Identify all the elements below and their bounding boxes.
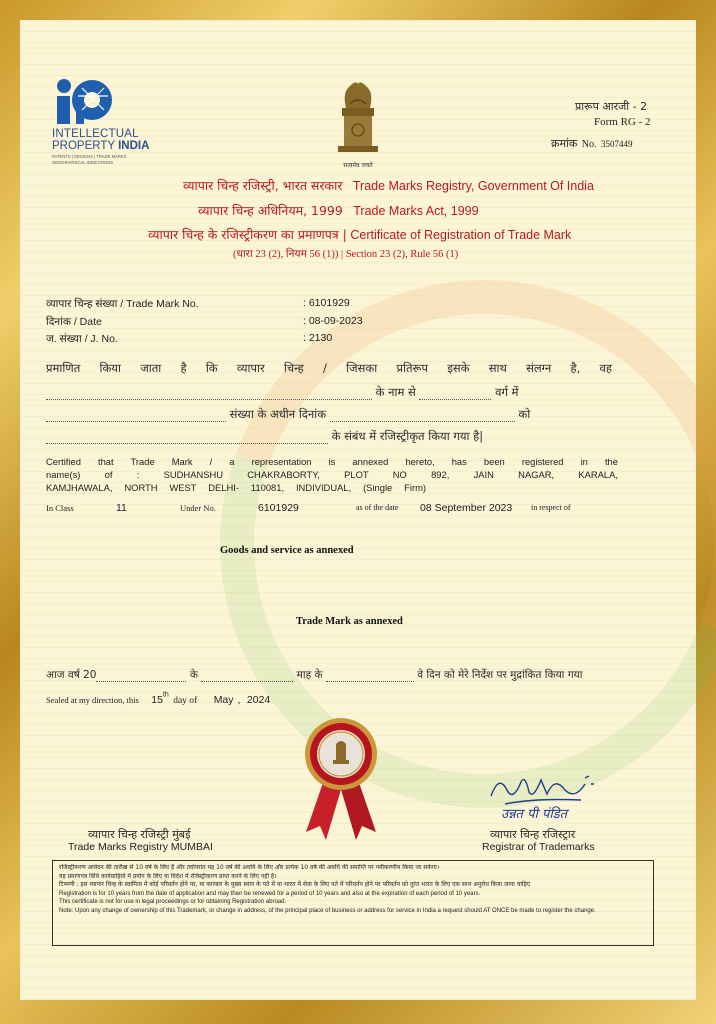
hindi-cert-l2b: वर्ग में bbox=[495, 385, 519, 399]
header-line3 bbox=[148, 226, 571, 243]
national-emblem bbox=[328, 78, 388, 168]
as-of-date-value: 08 September 2023 bbox=[420, 502, 513, 514]
note-line: This certificate is not for use in legal proceedings or for obtaining Registration abroad. bbox=[59, 899, 287, 906]
header-line3-hi: व्यापार चिन्ह के रजिस्ट्रीकरण का प्रमाणपत्र | bbox=[148, 227, 347, 242]
form-en: Form RG - 2 bbox=[594, 116, 651, 128]
header-line1-en: Trade Marks Registry, Government Of India bbox=[352, 179, 594, 193]
signature bbox=[485, 770, 603, 826]
header-line2-en: Trade Marks Act, 1999 bbox=[353, 204, 479, 218]
official-seal bbox=[296, 714, 386, 844]
ip-logo-icon bbox=[52, 76, 114, 126]
trade-mark-annexed: Trade Mark as annexed bbox=[296, 616, 403, 627]
hindi-cert-line4 bbox=[46, 429, 612, 444]
j-value: : 2130 bbox=[303, 332, 333, 344]
red-seal-icon bbox=[296, 714, 386, 844]
hindi-cert-l2a: के नाम से bbox=[375, 385, 416, 399]
header-line2-hi: व्यापार चिन्ह अधिनियम, 1999 bbox=[198, 203, 343, 218]
serial-number bbox=[551, 134, 632, 152]
date-label: दिनांक / Date bbox=[46, 316, 102, 328]
header-line4: (धारा 23 (2), नियम 56 (1)) | Section 23 (2), Rule 56 (1) bbox=[233, 249, 459, 260]
header-line1-hi: व्यापार चिन्ह रजिस्ट्री, भारत सरकार bbox=[183, 178, 343, 193]
registry-left-en: Trade Marks Registry MUMBAI bbox=[68, 841, 213, 853]
note-line: रजिस्ट्रीकरण आवेदन की तारीख से 10 वर्ष के लिए है और तदोपरांत यह 10 वर्ष की अवधि के लिए और प्रत्येक 10 वर्ष की अवधि की समाप्ति पर नवीकरणीय किया जा सकेगा। bbox=[59, 864, 440, 871]
registry-right-hi: व्यापार चिन्ह रजिस्ट्रार bbox=[490, 828, 576, 841]
sealed-hi-line bbox=[46, 668, 582, 682]
logo-line1: INTELLECTUAL bbox=[52, 128, 139, 140]
goods-and-service: Goods and service as annexed bbox=[220, 545, 354, 556]
serial-en: No. bbox=[581, 139, 597, 150]
in-respect-of: in respect of bbox=[531, 503, 571, 512]
sealed-month: May bbox=[213, 694, 234, 706]
signature-name: उन्नत पी पंडित bbox=[501, 807, 568, 822]
form-hi: प्रारूप आरजी - 2 bbox=[575, 100, 648, 113]
as-of-date-label: as of the date bbox=[356, 503, 399, 512]
under-no-value: 6101929 bbox=[258, 502, 299, 514]
header-line2 bbox=[198, 202, 479, 219]
logo-line3: PATENTS | DESIGNS | TRADE MARKS bbox=[52, 154, 127, 159]
header-line3-en: Certificate of Registration of Trade Mark bbox=[350, 228, 572, 242]
date-value: : 08-09-2023 bbox=[303, 315, 363, 327]
note-line: यह प्रमाणपत्र विधि कार्यवाहियों में प्रयोग के लिए या विदेश में रजिस्ट्रीकरण प्राप्त करने के लिए नहीं है। bbox=[59, 872, 277, 880]
emblem-motto: सत्यमेव जयते bbox=[343, 162, 373, 169]
english-cert-line3: KAMJHAWALA, NORTH WEST DELHI- 110081, INDIVIDUAL, (Single Firm) bbox=[46, 482, 426, 493]
sealed-en-line bbox=[46, 690, 270, 708]
sealed-en-a: Sealed at my direction, this bbox=[46, 695, 139, 705]
sealed-comma: , bbox=[237, 694, 241, 706]
logo-line2b: INDIA bbox=[118, 140, 150, 152]
sealed-year: 2024 bbox=[246, 694, 271, 706]
registry-right-en: Registrar of Trademarks bbox=[482, 841, 595, 853]
sealed-day-suffix: th bbox=[162, 691, 169, 699]
serial-label: क्रमांक bbox=[551, 137, 578, 150]
hindi-cert-l3b: को bbox=[518, 407, 531, 421]
sealed-hi-b: के bbox=[189, 669, 198, 681]
in-class-label: In Class bbox=[46, 503, 74, 513]
j-label: ज. संख्या / J. No. bbox=[46, 333, 118, 345]
logo-line4: GEOGRAPHICAL INDICATIONS bbox=[52, 160, 114, 165]
logo-line2a: PROPERTY bbox=[52, 140, 115, 152]
english-cert-line2: name(s) of : SUDHANSHU CHAKRABORTY, PLOT NO 892, JAIN NAGAR, KARALA, bbox=[46, 469, 618, 480]
sealed-en-b: day of bbox=[173, 696, 198, 706]
ashoka-emblem-icon bbox=[328, 78, 388, 156]
hindi-cert-line3 bbox=[46, 407, 612, 422]
note-line: Note: Upon any change of ownership of this Trademark, or change in address, of the principal place of business or address for service in India a request should AT ONCE be made to register the change. bbox=[59, 907, 596, 914]
sealed-day: 15 bbox=[151, 694, 163, 706]
sealed-hi-d: वे दिन को मेरे निर्देश पर मुद्रांकित किया गया bbox=[417, 669, 583, 681]
class-number: 11 bbox=[116, 502, 127, 514]
hindi-cert-line1: प्रमाणित किया जाता है कि व्यापार चिन्ह / जिसका प्रतिरूप इसके साथ संलग्न है, वह bbox=[46, 361, 612, 375]
under-no-label: Under No. bbox=[180, 503, 216, 513]
hindi-cert-l4: के संबंध में रजिस्ट्रीकृत किया गया है| bbox=[331, 429, 484, 443]
tm-value: : 6101929 bbox=[303, 297, 350, 309]
logo-line2 bbox=[52, 140, 149, 152]
header-line1 bbox=[183, 177, 594, 194]
registry-left-hi: व्यापार चिन्ह रजिस्ट्री मुंबई bbox=[88, 828, 191, 841]
sealed-hi-c: माह के bbox=[296, 669, 323, 681]
notes-box bbox=[52, 860, 654, 946]
sealed-hi-a: आज वर्ष 20 bbox=[46, 669, 97, 681]
note-line: टिप्पणी : इस व्यापार चिन्ह के स्वामित्व में कोई परिवर्तन होने पर, या कारबार के मुख्य स्थान के पते में या भारत में सेवा के लिए पते में परिवर्तन होने पर परिवर्तन को तुरंत भारत के लिए एक साथ अनुरोध किया जाना चाहिए bbox=[59, 881, 531, 889]
english-cert-line1: Certified that Trade Mark / a representation is annexed hereto, has been registered in the bbox=[46, 456, 618, 467]
serial-value: 3507449 bbox=[600, 139, 633, 149]
note-line: Registration is for 10 years from the date of application and may then be renewed for a period of 10 years and also at the expiration of each period of 10 years. bbox=[59, 890, 481, 897]
hindi-cert-line2 bbox=[46, 385, 612, 400]
tm-label: व्यापार चिन्ह संख्या / Trade Mark No. bbox=[46, 298, 199, 310]
ip-india-logo bbox=[52, 76, 162, 166]
hindi-cert-l3a: संख्या के अधीन दिनांक bbox=[229, 407, 327, 421]
